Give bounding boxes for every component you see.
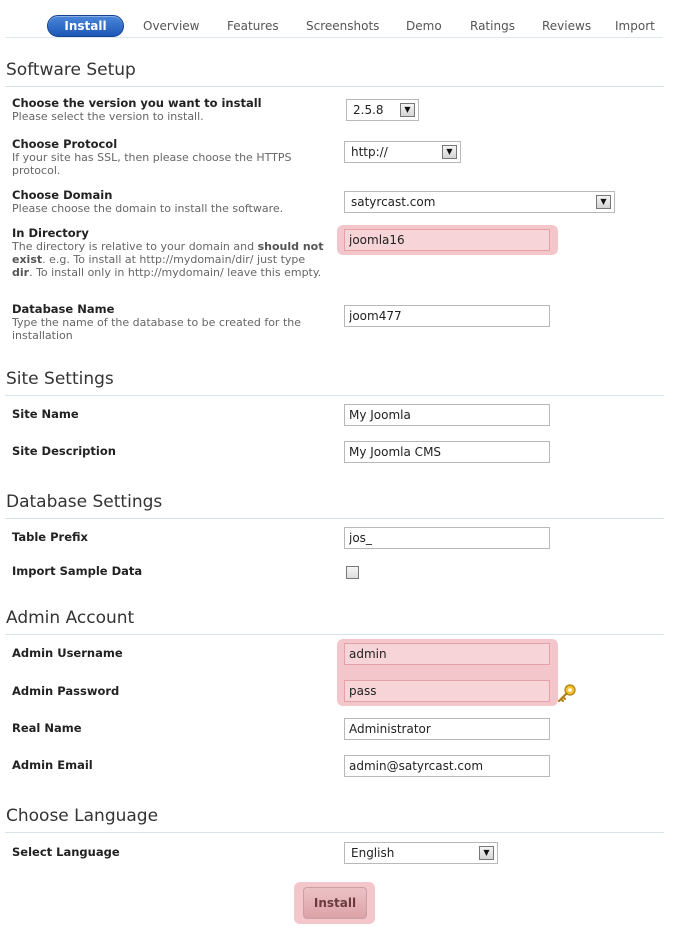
domain-select-value: satyrcast.com bbox=[351, 195, 436, 209]
section-title-admin-account: Admin Account bbox=[6, 608, 135, 628]
directory-label-block bbox=[12, 227, 330, 279]
admin-password-label-block bbox=[12, 685, 330, 698]
site-name-label-block bbox=[12, 408, 330, 421]
admin-username-input[interactable] bbox=[344, 643, 550, 665]
tab-reviews[interactable]: Reviews bbox=[542, 19, 592, 33]
admin-email-label-block bbox=[12, 759, 330, 772]
import-sample-checkbox[interactable] bbox=[346, 566, 359, 579]
admin-password-input[interactable] bbox=[344, 680, 550, 702]
protocol-label: Choose Protocol bbox=[12, 137, 118, 151]
tab-screenshots[interactable]: Screenshots bbox=[306, 19, 380, 33]
admin-email-label: Admin Email bbox=[12, 758, 93, 772]
tab-install[interactable]: Install bbox=[47, 15, 124, 37]
tab-features[interactable]: Features bbox=[227, 19, 279, 33]
site-description-label: Site Description bbox=[12, 444, 116, 458]
directory-input[interactable] bbox=[344, 229, 550, 251]
real-name-label-block bbox=[12, 722, 330, 735]
language-select-value: English bbox=[351, 846, 395, 860]
database-name-input[interactable] bbox=[344, 305, 550, 327]
version-desc: Please select the version to install. bbox=[12, 110, 204, 123]
install-button[interactable]: Install bbox=[303, 887, 367, 919]
section-divider bbox=[5, 86, 664, 87]
section-title-database-settings: Database Settings bbox=[6, 492, 163, 512]
protocol-select[interactable] bbox=[344, 141, 461, 163]
database-name-label: Database Name bbox=[12, 302, 115, 316]
admin-username-label-block bbox=[12, 647, 330, 660]
tab-import[interactable]: Import bbox=[615, 19, 655, 33]
protocol-desc: If your site has SSL, then please choose the HTTPS protocol. bbox=[12, 151, 292, 177]
section-divider bbox=[5, 518, 664, 519]
table-prefix-label-block bbox=[12, 531, 330, 544]
import-sample-label-block bbox=[12, 565, 330, 578]
admin-username-label: Admin Username bbox=[12, 646, 123, 660]
site-name-label: Site Name bbox=[12, 407, 79, 421]
tab-divider bbox=[5, 37, 663, 38]
version-label-block bbox=[12, 97, 330, 123]
admin-password-label: Admin Password bbox=[12, 684, 120, 698]
language-label-block bbox=[12, 846, 330, 859]
key-icon[interactable] bbox=[556, 682, 578, 704]
chevron-down-icon: ▼ bbox=[479, 846, 494, 860]
site-name-input[interactable] bbox=[344, 404, 550, 426]
language-select[interactable] bbox=[344, 842, 498, 864]
directory-label: In Directory bbox=[12, 226, 89, 240]
tab-ratings[interactable]: Ratings bbox=[470, 19, 515, 33]
domain-select[interactable] bbox=[344, 191, 615, 213]
real-name-label: Real Name bbox=[12, 721, 82, 735]
real-name-input[interactable] bbox=[344, 718, 550, 740]
chevron-down-icon: ▼ bbox=[596, 195, 611, 209]
site-description-label-block bbox=[12, 445, 330, 458]
table-prefix-input[interactable] bbox=[344, 527, 550, 549]
protocol-select-value: http:// bbox=[351, 145, 388, 159]
version-select-value: 2.5.8 bbox=[353, 103, 384, 117]
directory-desc: The directory is relative to your domain and should not exist. e.g. To install at http://mydomain/dir/ just type dir. To install only in http://mydomain/ leave this empty. bbox=[12, 240, 324, 279]
database-name-desc: Type the name of the database to be created for the installation bbox=[12, 316, 302, 342]
chevron-down-icon: ▼ bbox=[442, 145, 457, 159]
tab-bar bbox=[0, 0, 673, 40]
protocol-label-block bbox=[12, 138, 330, 177]
version-select[interactable] bbox=[346, 99, 419, 121]
language-label: Select Language bbox=[12, 845, 120, 859]
import-sample-label: Import Sample Data bbox=[12, 564, 143, 578]
tab-overview[interactable]: Overview bbox=[143, 19, 200, 33]
domain-label: Choose Domain bbox=[12, 188, 113, 202]
table-prefix-label: Table Prefix bbox=[12, 530, 88, 544]
section-title-software-setup: Software Setup bbox=[6, 60, 136, 80]
domain-desc: Please choose the domain to install the software. bbox=[12, 202, 284, 215]
section-divider bbox=[5, 832, 664, 833]
version-label: Choose the version you want to install bbox=[12, 96, 262, 110]
admin-email-input[interactable] bbox=[344, 755, 550, 777]
tab-demo[interactable]: Demo bbox=[406, 19, 442, 33]
section-title-site-settings: Site Settings bbox=[6, 369, 114, 389]
site-description-input[interactable] bbox=[344, 441, 550, 463]
database-name-label-block bbox=[12, 303, 330, 342]
section-divider bbox=[5, 395, 664, 396]
section-title-choose-language: Choose Language bbox=[6, 806, 159, 826]
chevron-down-icon: ▼ bbox=[400, 103, 415, 117]
domain-label-block bbox=[12, 189, 330, 215]
section-divider bbox=[5, 634, 664, 635]
